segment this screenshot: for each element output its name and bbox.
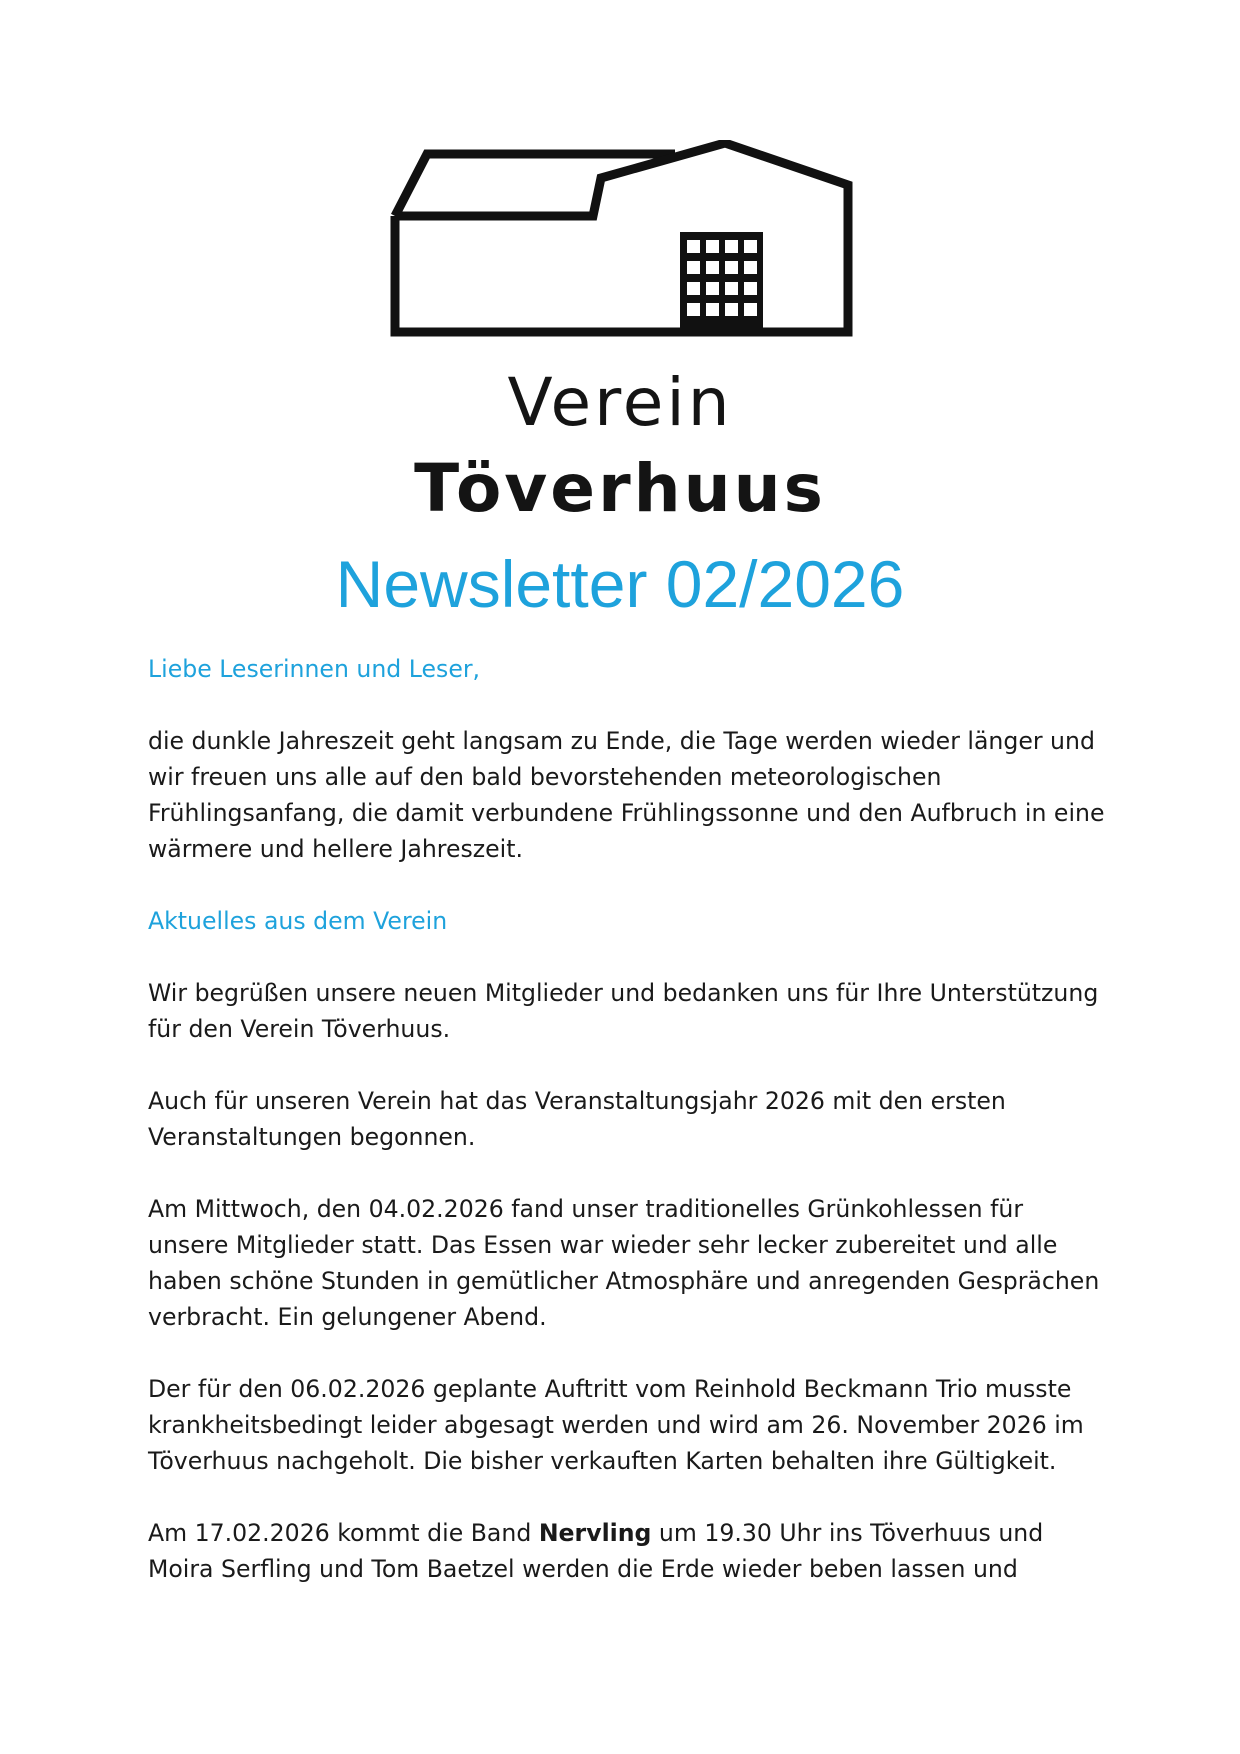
nervling-text-after: um 19.30 Uhr ins Töverhuus und Moira Serfling und Tom Baetzel werden die Erde wieder beben lassen und [148, 1519, 1044, 1583]
newsletter-title: Newsletter 02/2026 [335, 547, 905, 621]
welcome-paragraph: Wir begrüßen unsere neuen Mitglieder und bedanken uns für Ihre Unterstützung für den Verein Töverhuus. [148, 979, 1099, 1043]
greeting: Liebe Leserinnen und Leser, [148, 655, 481, 683]
nervling-paragraph [148, 1515, 1108, 1587]
brand-name-toeverhuus: Töverhuus [414, 450, 826, 527]
nervling-text-before: Am 17.02.2026 kommt die Band [148, 1519, 539, 1547]
window-grid-icon [680, 232, 763, 332]
events-start-paragraph: Auch für unseren Verein hat das Veranstaltungsjahr 2026 mit den ersten Veranstaltungen begonnen. [148, 1087, 1006, 1151]
section-heading: Aktuelles aus dem Verein [148, 907, 448, 935]
beckmann-paragraph: Der für den 06.02.2026 geplante Auftritt vom Reinhold Beckmann Trio musste krankheitsbedingt leider abgesagt werden und wird am 26. November 2026 im Töverhuus nachgeholt. Die bisher verkauften Karten behalten ihre Gültigkeit. [148, 1375, 1084, 1475]
brand-name-verein: Verein [507, 364, 733, 441]
band-name-nervling: Nervling [538, 1519, 652, 1547]
gruenkohl-paragraph: Am Mittwoch, den 04.02.2026 fand unser traditionelles Grünkohlessen für unsere Mitglieder statt. Das Essen war wieder sehr lecker zubereitet und alle haben schöne Stunden in gemütlicher Atmosphäre und anregenden Gesprächen verbracht. Ein gelungener Abend. [148, 1195, 1100, 1331]
newsletter-body [148, 651, 1108, 1587]
intro-paragraph: die dunkle Jahreszeit geht langsam zu Ende, die Tage werden wieder länger und wir freuen uns alle auf den bald bevorstehenden meteorologischen Frühlingsanfang, die damit verbundene Frühlingssonne und den Aufbruch in eine wärmere und hellere Jahreszeit. [148, 727, 1105, 863]
house-logo-icon [385, 140, 865, 340]
